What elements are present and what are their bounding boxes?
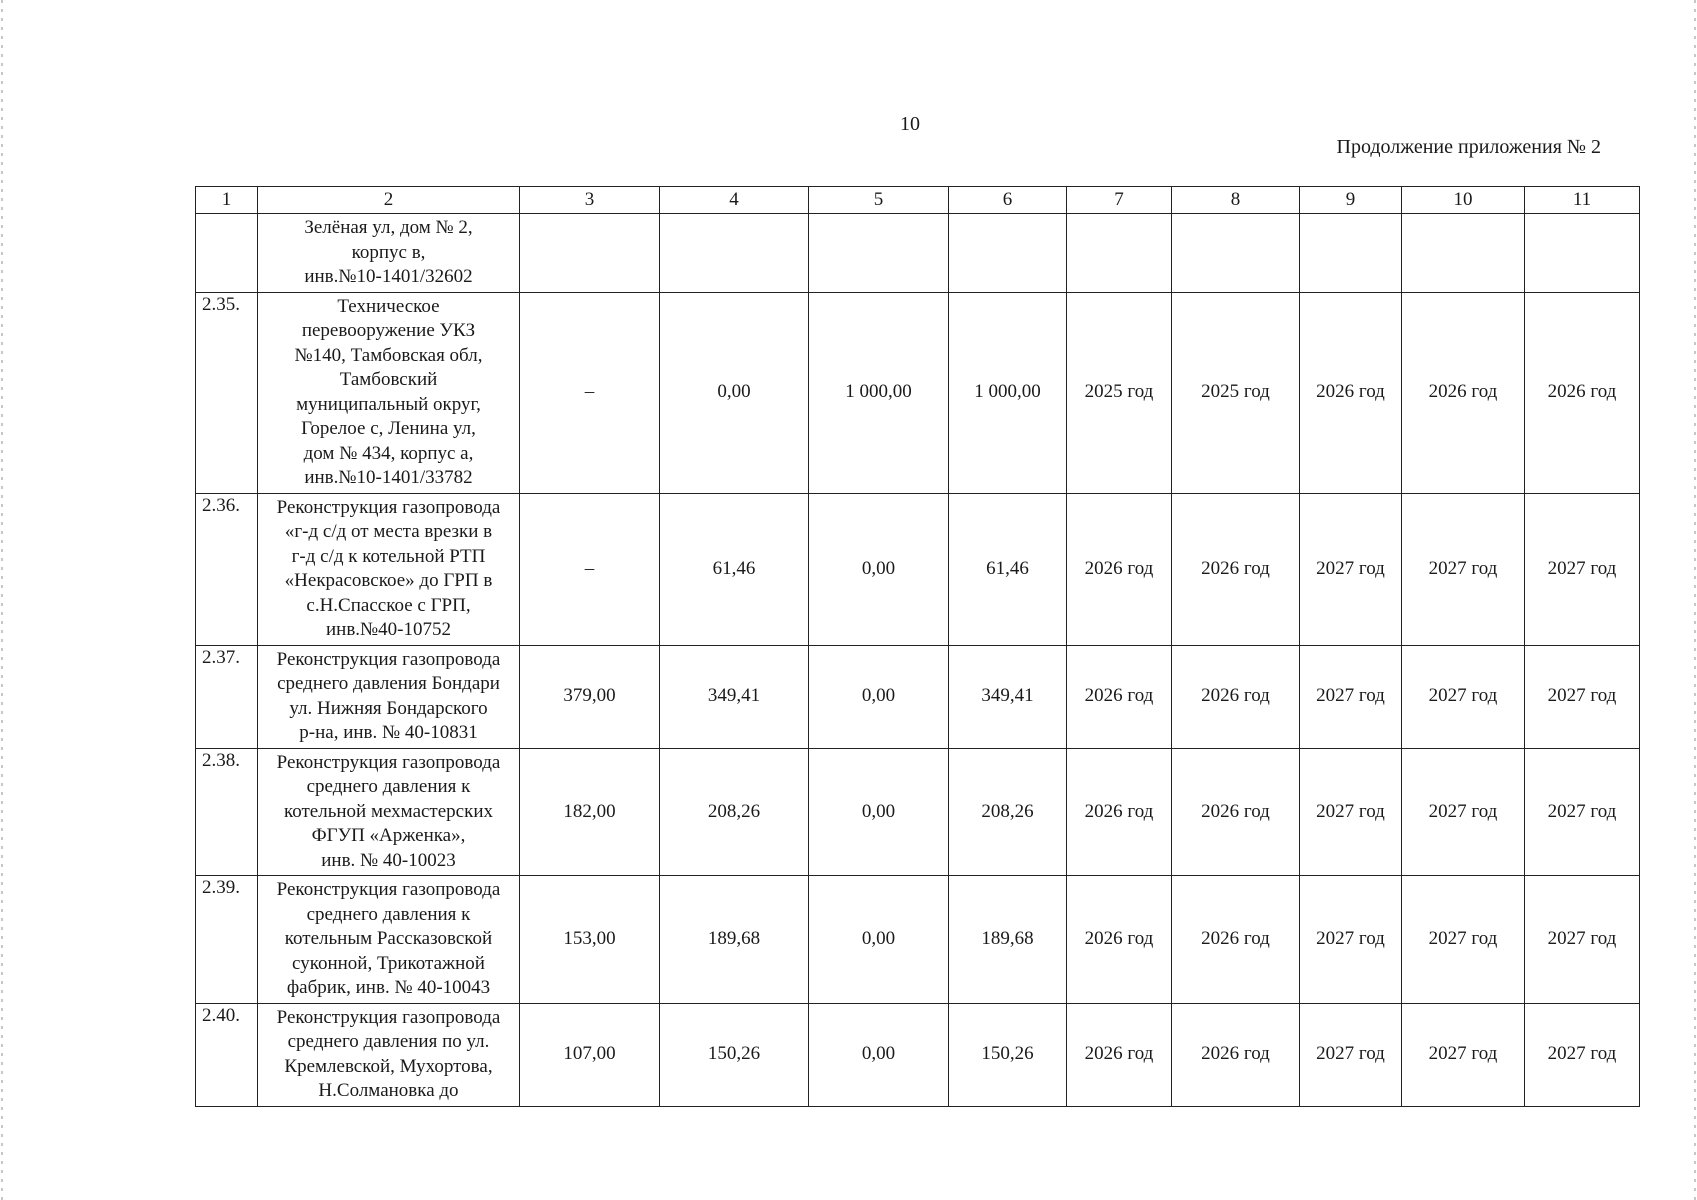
cell-col6 [949,214,1067,293]
table-row [196,876,1640,1004]
table-row [196,645,1640,748]
row-number: 2.35. [196,292,258,493]
cell-col5: 0,00 [809,1003,949,1106]
object-name-line: ФГУП «Арженка», [311,825,466,846]
row-number: 2.36. [196,493,258,645]
object-name-line: котельным Рассказовской [284,928,493,949]
cell-col6: 150,26 [949,1003,1067,1106]
object-name-line: Техническое [337,295,440,317]
cell-col10: 2026 год [1402,292,1525,493]
object-name [258,645,520,748]
cell-col7: 2025 год [1067,292,1172,493]
object-name-line: ул. Нижняя Бондарского [289,697,488,719]
cell-col7: 2026 год [1067,1003,1172,1106]
table-row [196,1003,1640,1106]
cell-col5: 0,00 [809,493,949,645]
object-name-line: среднего давления к [306,903,471,925]
cell-col8: 2025 год [1172,292,1300,493]
cell-col4: 0,00 [660,292,809,493]
object-name-line: среднего давления к [306,776,471,797]
column-header: 5 [809,187,949,214]
cell-col7 [1067,214,1172,293]
cell-col4: 189,68 [660,876,809,1004]
scan-edge-left [1,0,3,1200]
cell-col9: 2027 год [1300,493,1402,645]
cell-col4 [660,214,809,293]
cell-col9: 2027 год [1300,1003,1402,1106]
cell-col8: 2026 год [1172,876,1300,1004]
cell-col6: 61,46 [949,493,1067,645]
object-name-line: Реконструкция газопровода [276,751,501,773]
cell-col8: 2026 год [1172,1003,1300,1106]
cell-col3: 107,00 [520,1003,660,1106]
appendix-continuation-note: Продолжение приложения № 2 [1336,136,1601,158]
column-header: 6 [949,187,1067,214]
object-name-line: Н.Солмановка до [318,1080,459,1101]
object-name [258,748,520,876]
cell-col11: 2027 год [1525,876,1640,1004]
table-row [196,748,1640,876]
table-header-row [196,187,1640,214]
object-name-line: г-д с/д к котельной РТП [291,545,486,567]
object-name-line: среднего давления по ул. [287,1031,490,1052]
cell-col7: 2026 год [1067,493,1172,645]
cell-col10: 2027 год [1402,748,1525,876]
cell-col3 [520,214,660,293]
cell-col11: 2026 год [1525,292,1640,493]
scan-edge-right [1694,0,1696,1200]
object-name-line: инв.№10-1401/33782 [304,467,473,488]
row-number: 2.37. [196,645,258,748]
column-header: 1 [196,187,258,214]
cell-col8: 2026 год [1172,645,1300,748]
cell-col11: 2027 год [1525,493,1640,645]
table-row [196,493,1640,645]
column-header: 3 [520,187,660,214]
cell-col7: 2026 год [1067,748,1172,876]
object-name [258,292,520,493]
object-name-line: Реконструкция газопровода [276,648,501,670]
column-header: 8 [1172,187,1300,214]
object-name-line: инв.№10-1401/32602 [304,266,473,287]
object-name-line: с.Н.Спасское с ГРП, [306,594,471,616]
cell-col8: 2026 год [1172,493,1300,645]
object-name-line: фабрик, инв. № 40-10043 [286,977,491,998]
object-name-line: корпус в, [351,241,426,263]
cell-col9 [1300,214,1402,293]
cell-col10: 2027 год [1402,876,1525,1004]
cell-col5 [809,214,949,293]
row-number [196,214,258,293]
cell-col10: 2027 год [1402,645,1525,748]
cell-col11: 2027 год [1525,748,1640,876]
cell-col4: 349,41 [660,645,809,748]
cell-col4: 61,46 [660,493,809,645]
object-name-line: суконной, Трикотажной [292,952,485,974]
object-name-line: Горелое с, Ленина ул, [301,418,476,439]
object-name-line: №140, Тамбовская обл, [294,344,483,366]
object-name [258,214,520,293]
row-number: 2.38. [196,748,258,876]
object-name-line: дом № 434, корпус а, [303,442,474,464]
object-name-line: инв. № 40-10023 [321,849,456,871]
object-name [258,876,520,1004]
cell-col3: 379,00 [520,645,660,748]
cell-col6: 208,26 [949,748,1067,876]
object-name-line: котельной мехмастерских [283,800,494,822]
cell-col7: 2026 год [1067,876,1172,1004]
cell-col5: 1 000,00 [809,292,949,493]
cell-col9: 2026 год [1300,292,1402,493]
row-number: 2.39. [196,876,258,1004]
object-name-line: среднего давления Бондари [277,673,500,694]
object-name-line: перевооружение УКЗ [301,320,476,341]
column-header: 4 [660,187,809,214]
page-number: 10 [900,113,920,135]
object-name [258,1003,520,1106]
object-name-line: муниципальный округ, [296,393,481,415]
object-name-line: р-на, инв. № 40-10831 [299,722,478,743]
column-header: 10 [1402,187,1525,214]
cell-col6: 189,68 [949,876,1067,1004]
cell-col10: 2027 год [1402,493,1525,645]
cell-col9: 2027 год [1300,645,1402,748]
cell-col11: 2027 год [1525,645,1640,748]
object-name-line: Реконструкция газопровода [276,1006,501,1028]
cell-col3: – [520,292,660,493]
cell-col6: 349,41 [949,645,1067,748]
object-name-line: Реконструкция газопровода [276,879,501,900]
object-name [258,493,520,645]
cell-col5: 0,00 [809,645,949,748]
object-name-line: Кремлевской, Мухортова, [284,1055,493,1077]
cell-col6: 1 000,00 [949,292,1067,493]
cell-col4: 208,26 [660,748,809,876]
object-name-line: Тамбовский [339,369,438,390]
column-header: 7 [1067,187,1172,214]
cell-col8: 2026 год [1172,748,1300,876]
object-name-line: инв.№40-10752 [325,619,451,640]
cell-col9: 2027 год [1300,748,1402,876]
cell-col9: 2027 год [1300,876,1402,1004]
object-name-line: Реконструкция газопровода [276,496,501,518]
appendix-table [195,186,1640,1107]
cell-col8 [1172,214,1300,293]
row-number: 2.40. [196,1003,258,1106]
column-header: 2 [258,187,520,214]
cell-col5: 0,00 [809,876,949,1004]
cell-col10 [1402,214,1525,293]
cell-col7: 2026 год [1067,645,1172,748]
cell-col4: 150,26 [660,1003,809,1106]
cell-col10: 2027 год [1402,1003,1525,1106]
object-name-line: Зелёная ул, дом № 2, [304,217,473,238]
column-header: 9 [1300,187,1402,214]
column-header: 11 [1525,187,1640,214]
cell-col3: 153,00 [520,876,660,1004]
table-row [196,292,1640,493]
object-name-line: «Некрасовское» до ГРП в [284,570,493,591]
cell-col11: 2027 год [1525,1003,1640,1106]
cell-col3: 182,00 [520,748,660,876]
cell-col3: – [520,493,660,645]
cell-col11 [1525,214,1640,293]
table-row [196,214,1640,293]
cell-col5: 0,00 [809,748,949,876]
object-name-line: «г-д с/д от места врезки в [284,521,493,542]
